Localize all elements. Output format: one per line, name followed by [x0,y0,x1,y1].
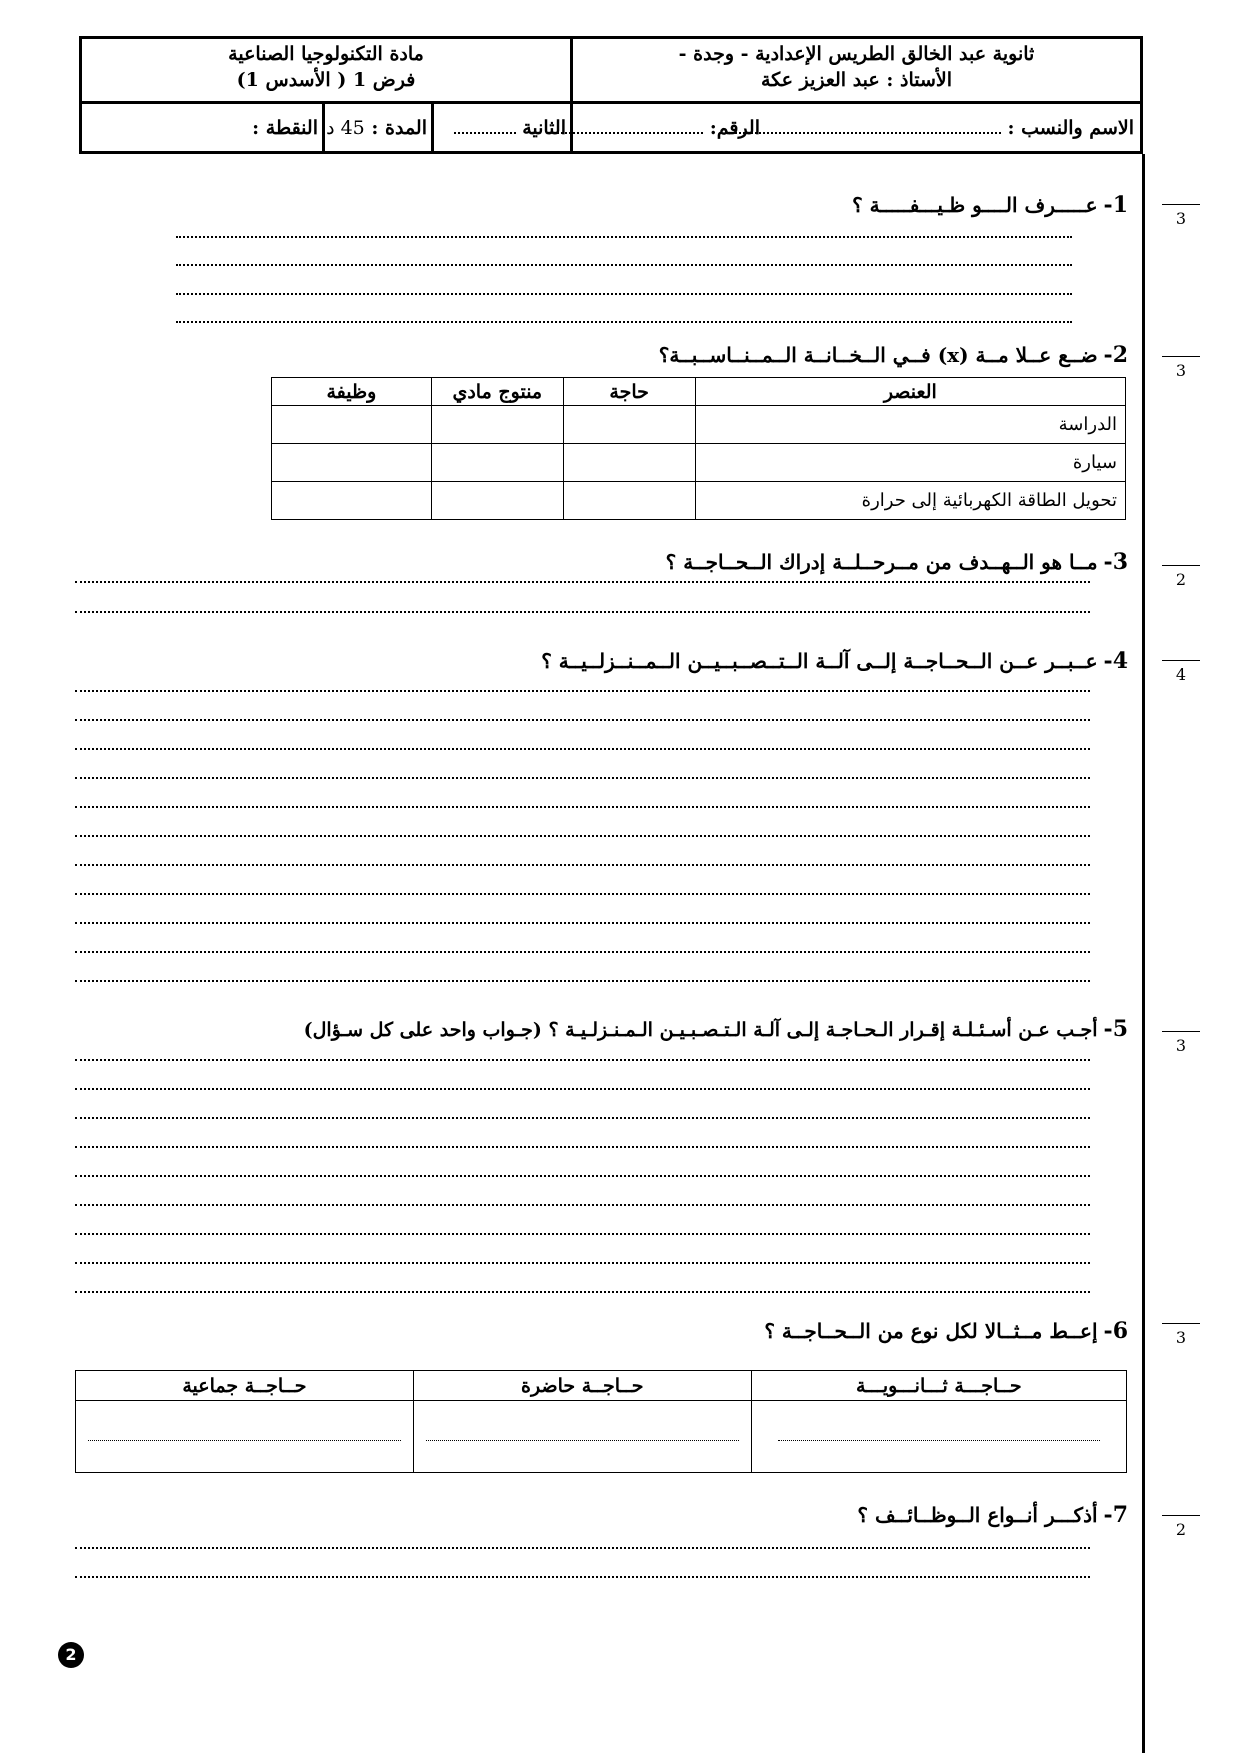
q1-text: عـــــرف الــــو ظـيـــفـــــة ؟ [852,193,1098,217]
q6-table [75,1370,1127,1473]
school-cell [573,39,1140,101]
q3-text: مــا هو الــهــدف من مــرحــلــة إدراك الــحــاجــة ؟ [665,550,1098,574]
class-label: الثانية [522,117,566,139]
answer-line[interactable] [75,1088,1090,1090]
q4-text: عــبــر عــن الــحــاجــة إلــى آلــة الــتــصــبــيــن الــمــنــزلــيــة ؟ [541,649,1098,673]
q7-score [1162,1515,1200,1539]
q4-score [1162,660,1200,684]
check-cell[interactable] [563,444,695,482]
col-header-function: وظيفة [272,378,432,406]
answer-line[interactable] [75,581,1090,583]
subject-title: مادة التكنولوجيا الصناعية [228,43,424,65]
answer-line[interactable] [75,1204,1090,1206]
q3-number: 3- [1103,549,1128,575]
answer-line[interactable] [75,1547,1090,1549]
q1-points: 3 [1175,209,1187,228]
answer-line[interactable] [75,748,1090,750]
q5-score [1162,1031,1200,1055]
row-label: تحويل الطاقة الكهربائية إلى حرارة [695,482,1125,520]
answer-line[interactable] [75,1117,1090,1119]
col-header-collective-need: حــاجــة جماعية [76,1371,414,1401]
q3-score [1162,565,1200,589]
col-header-element: العنصر [695,378,1125,406]
number-field[interactable] [553,120,703,134]
q7-title [857,1502,1128,1528]
check-cell[interactable] [431,444,563,482]
school-name: ثانوية عبد الخالق الطريس الإعدادية - وجدة - [678,43,1035,65]
answer-line[interactable] [75,777,1090,779]
q2-number: 2- [1103,342,1128,368]
q7-number: 7- [1103,1502,1128,1528]
q5-text: أجـب عـن أسـئـلـة إقـرار الـحـاجـة إلـى آلـة الـتـصـبـيـن الـمـنـزلـيـة ؟ (جـواب واحد على كل سـؤال) [303,1019,1098,1041]
answer-line[interactable] [75,893,1090,895]
answer-line[interactable] [75,611,1090,613]
grade-cell[interactable] [82,104,322,151]
col-header-need: حاجة [563,378,695,406]
q6-points: 3 [1175,1328,1187,1347]
answer-line[interactable] [75,1059,1090,1061]
answer-line[interactable] [75,719,1090,721]
row-label: سيارة [695,444,1125,482]
q2-title [659,342,1128,368]
answer-line[interactable] [176,236,1072,238]
answer-line[interactable] [75,951,1090,953]
example-cell[interactable] [413,1401,751,1473]
answer-line[interactable] [75,835,1090,837]
q6-text: إعــط مــثــالا لكل نوع من الــحــاجــة ؟ [764,1319,1098,1343]
q4-points: 4 [1175,665,1187,684]
q3-title [666,549,1128,575]
check-cell[interactable] [272,482,432,520]
q5-number: 5- [1103,1016,1128,1042]
q6-title [764,1318,1128,1344]
duration-label: المدة : [371,117,427,139]
name-label: الاسم والنسب : [1007,117,1134,139]
teacher-name: الأستاذ : عبد العزيز عكة [760,69,953,91]
answer-line[interactable] [75,806,1090,808]
answer-line[interactable] [75,980,1090,982]
q4-title [541,648,1128,674]
row-label: الدراسة [695,406,1125,444]
duration-cell [325,104,431,151]
col-header-present-need: حــاجــة حاضرة [413,1371,751,1401]
q1-score [1162,204,1200,228]
answer-line[interactable] [75,1262,1090,1264]
grade-label: النقطة : [252,117,318,139]
answer-line[interactable] [75,690,1090,692]
answer-line[interactable] [75,864,1090,866]
exam-title: فرض 1 ( الأسدس 1) [236,69,416,91]
margin-line [1142,154,1145,1753]
q2-score [1162,356,1200,380]
q5-points: 3 [1175,1036,1187,1055]
q3-points: 2 [1175,570,1187,589]
answer-line[interactable] [176,321,1072,323]
q4-number: 4- [1103,648,1128,674]
check-cell[interactable] [563,406,695,444]
check-cell[interactable] [431,406,563,444]
class-field[interactable] [454,120,516,134]
check-cell[interactable] [563,482,695,520]
check-cell[interactable] [431,482,563,520]
check-cell[interactable] [272,444,432,482]
number-label: الرقم: [709,117,760,139]
name-number-cell [573,104,1140,151]
q5-title [304,1016,1128,1042]
q7-points: 2 [1175,1520,1187,1539]
duration-value: 45 د [326,117,365,139]
example-cell[interactable] [76,1401,414,1473]
header-table [79,36,1143,154]
q7-text: أذكـــر أنــواع الــوظــائــف ؟ [857,1503,1098,1527]
class-cell [434,104,570,151]
q6-number: 6- [1103,1318,1128,1344]
page-number: 2 [58,1642,84,1668]
subject-cell [82,39,570,101]
q1-title [852,192,1128,218]
name-field[interactable] [731,120,1001,134]
answer-line[interactable] [75,1576,1090,1578]
q2-table [271,377,1126,520]
answer-line[interactable] [75,1146,1090,1148]
col-header-secondary-need: حــاجـــة ثـــانـــويـــة [751,1371,1126,1401]
answer-line[interactable] [176,293,1072,295]
answer-line[interactable] [75,1175,1090,1177]
col-header-product: منتوج مادي [431,378,563,406]
example-cell[interactable] [751,1401,1126,1473]
q2-text: ضــع عــلا مــة (x) فــي الــخــانــة الــمــنــاســبــة؟ [658,343,1098,367]
check-cell[interactable] [272,406,432,444]
answer-line[interactable] [75,1233,1090,1235]
q1-number: 1- [1103,192,1128,218]
q6-score [1162,1323,1200,1347]
answer-line[interactable] [75,922,1090,924]
answer-line[interactable] [75,1291,1090,1293]
q2-points: 3 [1175,361,1187,380]
answer-line[interactable] [176,264,1072,266]
